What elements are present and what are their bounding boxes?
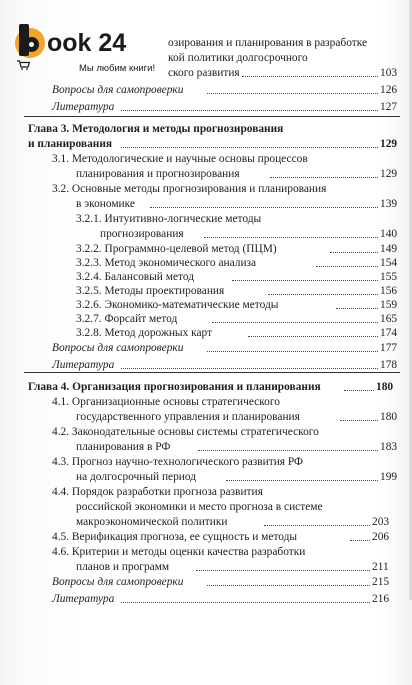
toc-dot-leader: [212, 322, 378, 323]
toc-dot-leader: [207, 93, 378, 94]
toc-entry: 3.2. Основные методы прогнозирования и планирования: [52, 183, 327, 195]
toc-entry: на долгосрочный период: [76, 471, 197, 483]
toc-dot-leader: [270, 177, 378, 178]
toc-dot-leader: [350, 540, 370, 541]
toc-entry: макроэкономической политики: [76, 516, 228, 528]
toc-entry: Литература: [52, 101, 115, 113]
toc-entry: 3.2.5. Методы проектирования: [76, 285, 225, 297]
toc-entry: Глава 4. Организация прогнозирования и планирования: [28, 381, 321, 393]
toc-entry: 4.5. Верификация прогноза, ее сущность и методы: [52, 531, 298, 543]
toc-dot-leader: [121, 602, 370, 603]
toc-page-number: 178: [380, 359, 398, 371]
logo-slogan: Мы любим книги!: [79, 63, 156, 74]
toc-dot-leader: [196, 570, 370, 571]
toc-entry: в экономике: [76, 198, 135, 210]
toc-page-number: 183: [380, 441, 398, 453]
toc-dot-leader: [204, 237, 378, 238]
toc-dot-leader: [198, 450, 378, 451]
toc-entry: 3.2.8. Метод дорожных карт: [76, 327, 213, 339]
toc-entry: 3.2.6. Экономико-математические методы: [76, 299, 279, 311]
toc-page-number: 155: [380, 271, 398, 283]
toc-entry: 3.1. Методологические и научные основы процессов: [52, 153, 308, 165]
toc-dot-leader: [336, 308, 378, 309]
toc-entry: Вопросы для самопроверки: [52, 576, 184, 588]
toc-page-number: 215: [372, 576, 390, 588]
logo-text: ook 24: [47, 28, 127, 57]
toc-dot-leader: [344, 390, 374, 391]
toc-page-number: 180: [380, 411, 398, 423]
toc-page-number: 103: [380, 67, 398, 79]
toc-entry: государственного управления и планирования: [76, 411, 300, 423]
toc-dot-leader: [121, 147, 378, 148]
toc-page-number: 126: [380, 84, 398, 96]
toc-dot-leader: [207, 585, 370, 586]
toc-page-number: 127: [380, 101, 398, 113]
toc-dot-leader: [268, 294, 378, 295]
toc-entry: кой политики долгосрочного: [168, 52, 308, 64]
toc-dot-leader: [242, 76, 378, 77]
toc-entry: Глава 3. Методология и методы прогнозирования: [28, 123, 284, 135]
toc-entry: 4.1. Организационные основы стратегического: [52, 396, 280, 408]
toc-dot-leader: [248, 336, 378, 337]
toc-page-number: 174: [380, 327, 398, 339]
toc-page-number: 139: [380, 198, 398, 210]
toc-entry: российской экономики и место прогноза в системе: [76, 501, 323, 513]
toc-page-number: 156: [380, 285, 398, 297]
toc-entry: Литература: [52, 359, 115, 371]
toc-page-number: 206: [372, 531, 390, 543]
toc-dot-leader: [121, 368, 378, 369]
toc-dot-leader: [330, 252, 378, 253]
toc-dot-leader: [232, 280, 378, 281]
toc-page-number: 140: [380, 228, 398, 240]
toc-dot-leader: [226, 480, 378, 481]
toc-entry: планирования и прогнозирования: [76, 168, 240, 180]
toc-dot-leader: [340, 420, 378, 421]
logo-wordmark: [15, 26, 126, 60]
toc-page-number: 177: [380, 342, 398, 354]
toc-entry: 3.2.1. Интуитивно-логические методы: [76, 213, 262, 225]
toc-entry: 4.4. Порядок разработки прогноза развития: [52, 486, 263, 498]
toc-entry: Вопросы для самопроверки: [52, 84, 184, 96]
toc-entry: 3.2.3. Метод экономического анализа: [76, 257, 257, 269]
toc-page-number: 129: [380, 168, 398, 180]
toc-page-number: 149: [380, 243, 398, 255]
toc-entry: ского развития: [168, 67, 240, 79]
toc-dot-leader: [121, 110, 378, 111]
toc-dot-leader: [264, 525, 370, 526]
toc-entry: Вопросы для самопроверки: [52, 342, 184, 354]
toc-entry: Литература: [52, 593, 115, 605]
toc-entry: планирования в РФ: [76, 441, 171, 453]
toc-page-number: 211: [372, 561, 389, 573]
divider-middle: [24, 372, 400, 373]
toc-entry: 4.6. Критерии и методы оценки качества разработки: [52, 546, 306, 558]
toc-entry: планов и программ: [76, 561, 170, 573]
toc-page-number: 199: [380, 471, 398, 483]
toc-entry: 3.2.7. Форсайт метод: [76, 313, 178, 325]
toc-dot-leader: [207, 351, 378, 352]
toc-page-number: 159: [380, 299, 398, 311]
toc-entry: 4.2. Законодательные основы системы стратегического: [52, 426, 319, 438]
toc-entry: 3.2.2. Программно-целевой метод (ПЦМ): [76, 243, 277, 255]
toc-page-number: 165: [380, 313, 398, 325]
toc-page-number: 129: [380, 138, 398, 150]
toc-page-number: 180: [376, 381, 394, 393]
toc-entry: 3.2.4. Балансовый метод: [76, 271, 194, 283]
logo-b-mark: [15, 28, 45, 58]
book24-logo[interactable]: [15, 26, 165, 76]
toc-page-number: 203: [372, 516, 390, 528]
toc-page-number: 216: [372, 593, 390, 605]
divider-top: [24, 116, 400, 117]
toc-entry: озирования и планирования в разработке: [168, 37, 368, 49]
toc-entry: прогнозирования: [100, 228, 184, 240]
toc-entry: 4.3. Прогноз научно-технологического развития РФ: [52, 456, 304, 468]
cart-icon: [17, 60, 30, 70]
toc-dot-leader: [150, 207, 378, 208]
toc-dot-leader: [316, 266, 378, 267]
toc-entry: и планирования: [28, 138, 113, 150]
toc-page-number: 154: [380, 257, 398, 269]
